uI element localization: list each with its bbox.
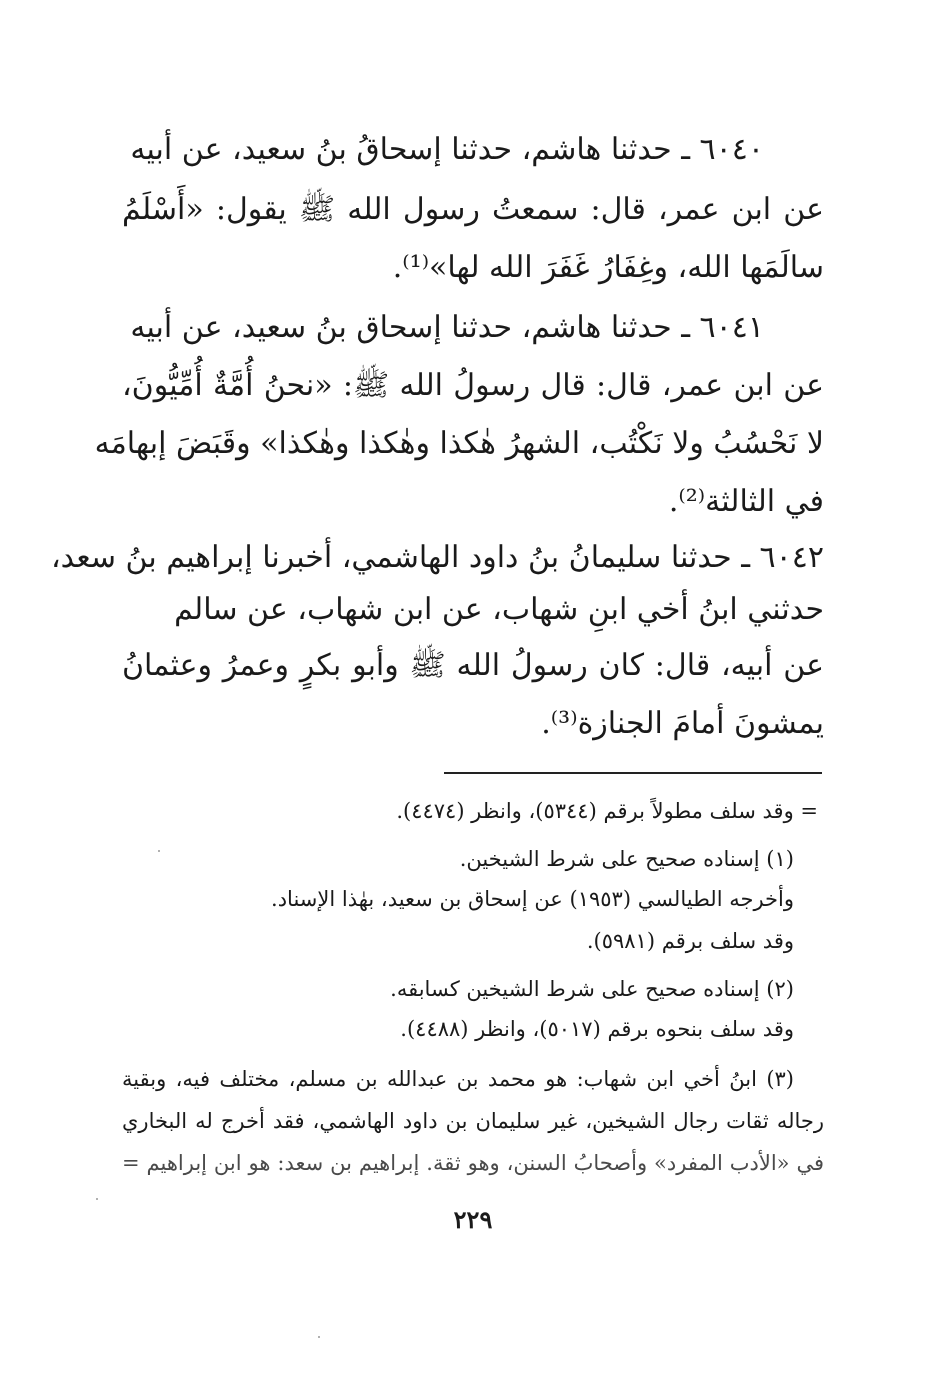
footnote-1-line-3: وقد سلف برقم (٥٩٨١). <box>586 929 794 953</box>
scan-speck <box>96 1198 98 1200</box>
hadith-6041-line-1: ٦٠٤١ ـ حدثنا هاشم، حدثنا إسحاق بنُ سعيد، عن أبيه <box>130 310 764 345</box>
footnote-1-line-1: (١) إسناده صحيح على شرط الشيخين. <box>459 847 794 871</box>
footnote-separator <box>444 772 822 774</box>
scan-speck <box>318 1336 320 1338</box>
hadith-6041-line-2: عن ابن عمر، قال: قال رسولُ الله ﷺ: «نحنُ أُمَّةٌ أُمِّيُّونَ، <box>122 368 824 403</box>
hadith-6040-line-3: سالَمَها الله، وغِفَارُ غَفَرَ الله لها»⁽¹⁾. <box>392 250 824 285</box>
hadith-6041-line-4: في الثالثة⁽²⁾. <box>668 484 824 519</box>
footnote-2-line-1: (٢) إسناده صحيح على شرط الشيخين كسابقه. <box>390 977 794 1001</box>
page-number: ٢٢٩ <box>453 1205 493 1234</box>
footnote-3-line-3: في «الأدب المفرد» وأصحابُ السنن، وهو ثقة. إبراهيم بن سعد: هو ابن إبراهيم = <box>122 1151 824 1175</box>
hadith-6040-line-1: ٦٠٤٠ ـ حدثنا هاشم، حدثنا إسحاقُ بنُ سعيد، عن أبيه <box>130 132 764 167</box>
footnote-3-line-2: رجاله ثقات رجال الشيخين، غير سليمان بن داود الهاشمي، فقد أخرج له البخاري <box>122 1109 824 1133</box>
hadith-6040-line-2: عن ابن عمر، قال: سمعتُ رسول الله ﷺ يقول: «أَسْلَمُ <box>122 192 824 227</box>
hadith-6042-line-3: عن أبيه، قال: كان رسولُ الله ﷺ وأبو بكرٍ وعمرُ وعثمانُ <box>122 648 824 683</box>
footnote-3-line-1: (٣) ابنُ أخي ابن شهاب: هو محمد بن عبدالله بن مسلم، مختلف فيه، وبقية <box>122 1067 794 1091</box>
hadith-6041-line-3: لا نَحْسُبُ ولا نَكْتُب، الشهرُ هٰكذا وهٰكذا وهٰكذا» وقَبَضَ إبهامَه <box>94 426 824 461</box>
hadith-6042-line-1: ٦٠٤٢ ـ حدثنا سليمانُ بنُ داود الهاشمي، أخبرنا إبراهيم بنُ سعد، <box>50 540 824 575</box>
scan-speck <box>158 850 160 852</box>
hadith-6042-line-2: حدثني ابنُ أخي ابنِ شهاب، عن ابن شهاب، عن سالم <box>174 592 824 627</box>
footnote-1-line-2: وأخرجه الطيالسي (١٩٥٣) عن إسحاق بن سعيد، بهٰذا الإسناد. <box>271 887 794 911</box>
hadith-6042-line-4: يمشونَ أمامَ الجنازة⁽³⁾. <box>541 706 824 741</box>
footnote-2-line-2: وقد سلف بنحوه برقم (٥٠١٧)، وانظر (٤٤٨٨). <box>400 1017 794 1041</box>
footnote-continuation: = وقد سلف مطولاً برقم (٥٣٤٤)، وانظر (٤٤٧٤). <box>396 799 818 823</box>
